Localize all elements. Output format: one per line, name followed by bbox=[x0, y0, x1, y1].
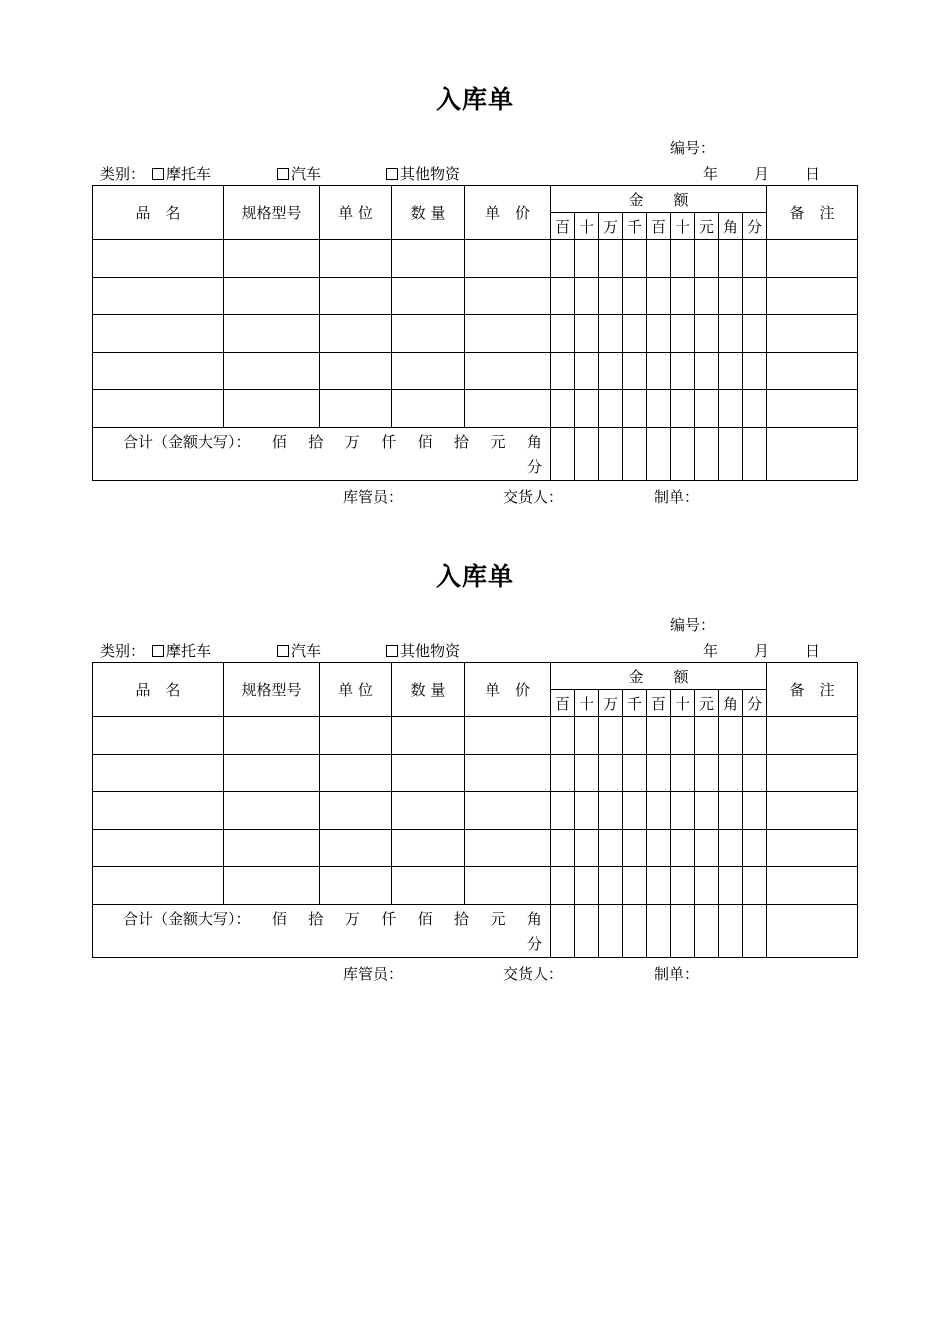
table-cell[interactable] bbox=[671, 867, 695, 905]
table-row bbox=[93, 315, 858, 353]
total-amount-cell[interactable] bbox=[575, 904, 599, 957]
total-label: 合计（金额大写）： bbox=[123, 432, 251, 451]
table-cell[interactable] bbox=[575, 792, 599, 830]
total-unit: 元 bbox=[490, 432, 506, 451]
header-remark: 备 注 bbox=[767, 663, 858, 717]
total-amount-cell[interactable] bbox=[551, 427, 575, 480]
table-cell[interactable] bbox=[623, 240, 647, 278]
table-cell[interactable] bbox=[224, 717, 320, 755]
table-cell[interactable] bbox=[392, 240, 465, 278]
table-row bbox=[93, 352, 858, 390]
table-cell[interactable] bbox=[599, 867, 623, 905]
table-cell[interactable] bbox=[93, 717, 224, 755]
header-digit: 百 bbox=[551, 690, 575, 717]
header-price: 单 价 bbox=[465, 186, 551, 240]
table-cell[interactable] bbox=[743, 792, 767, 830]
header-digit: 分 bbox=[743, 690, 767, 717]
checkbox-icon bbox=[277, 645, 289, 657]
header-digit: 元 bbox=[695, 213, 719, 240]
table-cell[interactable] bbox=[671, 792, 695, 830]
total-amount-cell[interactable] bbox=[623, 427, 647, 480]
total-amount-cell[interactable] bbox=[647, 427, 671, 480]
checkbox-icon bbox=[152, 168, 164, 180]
table-cell[interactable] bbox=[599, 717, 623, 755]
total-amount-cell[interactable] bbox=[551, 904, 575, 957]
header-price: 单 价 bbox=[465, 663, 551, 717]
table-cell[interactable] bbox=[719, 315, 743, 353]
table-cell[interactable] bbox=[719, 717, 743, 755]
table-cell[interactable] bbox=[695, 754, 719, 792]
table-cell[interactable] bbox=[719, 390, 743, 428]
form-title: 入库单 bbox=[435, 562, 514, 591]
table-cell[interactable] bbox=[695, 792, 719, 830]
date-month-label: 月 bbox=[754, 642, 770, 660]
table-cell[interactable] bbox=[695, 717, 719, 755]
table-cell[interactable] bbox=[224, 277, 320, 315]
table-cell[interactable] bbox=[695, 829, 719, 867]
total-amount-cell[interactable] bbox=[743, 904, 767, 957]
date-day-label: 日 bbox=[805, 165, 821, 183]
total-amount-cell[interactable] bbox=[695, 427, 719, 480]
header-digit: 万 bbox=[599, 690, 623, 717]
header-digit: 百 bbox=[647, 213, 671, 240]
checkbox-icon bbox=[277, 168, 289, 180]
table-cell[interactable] bbox=[599, 315, 623, 353]
table-cell[interactable] bbox=[93, 829, 224, 867]
total-amount-cell[interactable] bbox=[599, 904, 623, 957]
date-day-label: 日 bbox=[805, 642, 821, 660]
table-cell[interactable] bbox=[767, 277, 858, 315]
table-cell[interactable] bbox=[623, 352, 647, 390]
table-cell[interactable] bbox=[551, 754, 575, 792]
total-label: 合计（金额大写）： bbox=[123, 909, 251, 928]
total-amount-cell[interactable] bbox=[743, 427, 767, 480]
header-digit: 万 bbox=[599, 213, 623, 240]
table-cell[interactable] bbox=[551, 390, 575, 428]
table-cell[interactable] bbox=[647, 390, 671, 428]
table-cell[interactable] bbox=[93, 867, 224, 905]
table-cell[interactable] bbox=[767, 240, 858, 278]
table-cell[interactable] bbox=[743, 315, 767, 353]
table-cell[interactable] bbox=[647, 829, 671, 867]
total-cell bbox=[93, 904, 551, 957]
category-option-other[interactable]: 其他物资 bbox=[386, 163, 460, 184]
table-cell[interactable] bbox=[719, 352, 743, 390]
header-name: 品 名 bbox=[93, 186, 224, 240]
table-cell[interactable] bbox=[743, 277, 767, 315]
category-option-motorcycle[interactable]: 摩托车 bbox=[152, 163, 211, 184]
table-cell[interactable] bbox=[719, 792, 743, 830]
table-cell[interactable] bbox=[647, 352, 671, 390]
table-cell[interactable] bbox=[767, 717, 858, 755]
header-digit: 十 bbox=[575, 690, 599, 717]
total-row bbox=[93, 904, 858, 957]
table-cell[interactable] bbox=[392, 390, 465, 428]
table-cell[interactable] bbox=[599, 277, 623, 315]
table-cell[interactable] bbox=[743, 390, 767, 428]
category-option-car[interactable]: 汽车 bbox=[277, 640, 321, 661]
total-row bbox=[93, 427, 858, 480]
table-cell[interactable] bbox=[647, 867, 671, 905]
total-unit: 拾 bbox=[454, 432, 470, 451]
table-row bbox=[93, 717, 858, 755]
table-cell[interactable] bbox=[719, 829, 743, 867]
table-cell[interactable] bbox=[465, 717, 551, 755]
total-last-unit: 分 bbox=[526, 934, 542, 953]
table-cell[interactable] bbox=[743, 754, 767, 792]
total-unit: 万 bbox=[344, 909, 360, 928]
table-cell[interactable] bbox=[465, 352, 551, 390]
table-cell[interactable] bbox=[743, 829, 767, 867]
table-cell[interactable] bbox=[767, 352, 858, 390]
table-cell[interactable] bbox=[719, 240, 743, 278]
table-cell[interactable] bbox=[767, 390, 858, 428]
table-cell[interactable] bbox=[575, 717, 599, 755]
table-cell[interactable] bbox=[695, 277, 719, 315]
total-unit: 佰 bbox=[417, 432, 433, 451]
total-unit: 拾 bbox=[454, 909, 470, 928]
table-cell[interactable] bbox=[93, 754, 224, 792]
table-cell[interactable] bbox=[465, 315, 551, 353]
table-cell[interactable] bbox=[719, 277, 743, 315]
table-cell[interactable] bbox=[465, 867, 551, 905]
table-cell[interactable] bbox=[575, 867, 599, 905]
table-cell[interactable] bbox=[465, 240, 551, 278]
total-cell bbox=[93, 427, 551, 480]
table-cell[interactable] bbox=[647, 240, 671, 278]
table-cell[interactable] bbox=[93, 352, 224, 390]
date-month-label: 月 bbox=[754, 165, 770, 183]
table-cell[interactable] bbox=[392, 792, 465, 830]
checkbox-icon bbox=[386, 168, 398, 180]
table-cell[interactable] bbox=[320, 792, 392, 830]
table-cell[interactable] bbox=[671, 315, 695, 353]
table-cell[interactable] bbox=[623, 754, 647, 792]
table-cell[interactable] bbox=[671, 717, 695, 755]
table-cell[interactable] bbox=[392, 829, 465, 867]
table-cell[interactable] bbox=[695, 315, 719, 353]
header-qty: 数 量 bbox=[392, 663, 465, 717]
total-amount-cell[interactable] bbox=[719, 427, 743, 480]
category-option-motorcycle[interactable]: 摩托车 bbox=[152, 640, 211, 661]
header-remark: 备 注 bbox=[767, 186, 858, 240]
table-row bbox=[93, 754, 858, 792]
table-row bbox=[93, 277, 858, 315]
date-year-label: 年 bbox=[703, 642, 719, 660]
checkbox-icon bbox=[386, 645, 398, 657]
total-amount-cell[interactable] bbox=[623, 904, 647, 957]
items-table bbox=[92, 662, 858, 958]
total-unit: 佰 bbox=[271, 432, 287, 451]
table-cell[interactable] bbox=[551, 240, 575, 278]
table-cell[interactable] bbox=[647, 315, 671, 353]
table-cell[interactable] bbox=[743, 352, 767, 390]
table-cell[interactable] bbox=[647, 754, 671, 792]
category-option-car[interactable]: 汽车 bbox=[277, 163, 321, 184]
table-cell[interactable] bbox=[647, 277, 671, 315]
total-unit: 拾 bbox=[308, 432, 324, 451]
header-digit: 元 bbox=[695, 690, 719, 717]
total-amount-cell[interactable] bbox=[767, 904, 858, 957]
table-cell[interactable] bbox=[224, 867, 320, 905]
table-cell[interactable] bbox=[93, 390, 224, 428]
table-cell[interactable] bbox=[465, 277, 551, 315]
total-amount-cell[interactable] bbox=[671, 427, 695, 480]
table-cell[interactable] bbox=[743, 240, 767, 278]
table-cell[interactable] bbox=[320, 867, 392, 905]
table-cell[interactable] bbox=[320, 717, 392, 755]
table-cell[interactable] bbox=[392, 717, 465, 755]
table-cell[interactable] bbox=[767, 867, 858, 905]
table-cell[interactable] bbox=[575, 754, 599, 792]
table-cell[interactable] bbox=[320, 277, 392, 315]
table-cell[interactable] bbox=[623, 829, 647, 867]
table-row bbox=[93, 240, 858, 278]
header-qty: 数 量 bbox=[392, 186, 465, 240]
table-cell[interactable] bbox=[671, 754, 695, 792]
table-cell[interactable] bbox=[551, 315, 575, 353]
table-cell[interactable] bbox=[719, 754, 743, 792]
total-amount-cell[interactable] bbox=[647, 904, 671, 957]
table-cell[interactable] bbox=[551, 792, 575, 830]
table-cell[interactable] bbox=[93, 792, 224, 830]
total-amount-cell[interactable] bbox=[719, 904, 743, 957]
header-unit: 单 位 bbox=[320, 186, 392, 240]
table-cell[interactable] bbox=[320, 829, 392, 867]
table-cell[interactable] bbox=[465, 390, 551, 428]
table-cell[interactable] bbox=[392, 277, 465, 315]
table-cell[interactable] bbox=[392, 315, 465, 353]
total-amount-cell[interactable] bbox=[671, 904, 695, 957]
table-cell[interactable] bbox=[224, 754, 320, 792]
table-cell[interactable] bbox=[575, 390, 599, 428]
table-row bbox=[93, 792, 858, 830]
table-cell[interactable] bbox=[465, 792, 551, 830]
table-cell[interactable] bbox=[320, 240, 392, 278]
table-cell[interactable] bbox=[599, 352, 623, 390]
table-cell[interactable] bbox=[392, 352, 465, 390]
table-cell[interactable] bbox=[647, 792, 671, 830]
category-label: 类别： bbox=[100, 165, 146, 183]
table-cell[interactable] bbox=[575, 240, 599, 278]
table-cell[interactable] bbox=[671, 277, 695, 315]
total-unit: 拾 bbox=[308, 909, 324, 928]
table-cell[interactable] bbox=[671, 390, 695, 428]
footer-keeper: 库管员： bbox=[343, 488, 404, 506]
form-title: 入库单 bbox=[435, 85, 514, 114]
table-cell[interactable] bbox=[224, 829, 320, 867]
table-cell[interactable] bbox=[224, 390, 320, 428]
total-unit: 佰 bbox=[417, 909, 433, 928]
table-row bbox=[93, 867, 858, 905]
table-cell[interactable] bbox=[767, 829, 858, 867]
table-cell[interactable] bbox=[647, 717, 671, 755]
total-unit: 万 bbox=[344, 432, 360, 451]
table-cell[interactable] bbox=[392, 867, 465, 905]
date-year-label: 年 bbox=[703, 165, 719, 183]
footer-keeper: 库管员： bbox=[343, 965, 404, 983]
table-cell[interactable] bbox=[224, 240, 320, 278]
total-unit: 角 bbox=[526, 432, 542, 451]
footer-maker: 制单： bbox=[654, 965, 700, 983]
header-spec: 规格型号 bbox=[224, 186, 320, 240]
checkbox-icon bbox=[152, 645, 164, 657]
code-label: 编号： bbox=[670, 616, 716, 634]
table-cell[interactable] bbox=[551, 829, 575, 867]
table-cell[interactable] bbox=[392, 754, 465, 792]
total-unit: 角 bbox=[526, 909, 542, 928]
header-digit: 十 bbox=[575, 213, 599, 240]
footer-deliverer: 交货人： bbox=[503, 488, 564, 506]
header-digit: 分 bbox=[743, 213, 767, 240]
table-cell[interactable] bbox=[767, 754, 858, 792]
table-cell[interactable] bbox=[623, 717, 647, 755]
table-cell[interactable] bbox=[743, 867, 767, 905]
header-amount: 金 额 bbox=[551, 663, 767, 690]
table-cell[interactable] bbox=[767, 792, 858, 830]
total-amount-cell[interactable] bbox=[695, 904, 719, 957]
table-cell[interactable] bbox=[575, 315, 599, 353]
header-name: 品 名 bbox=[93, 663, 224, 717]
footer-maker: 制单： bbox=[654, 488, 700, 506]
table-cell[interactable] bbox=[575, 352, 599, 390]
table-cell[interactable] bbox=[599, 792, 623, 830]
table-cell[interactable] bbox=[575, 277, 599, 315]
table-cell[interactable] bbox=[93, 240, 224, 278]
total-unit: 仟 bbox=[381, 909, 397, 928]
header-amount: 金 额 bbox=[551, 186, 767, 213]
footer-deliverer: 交货人： bbox=[503, 965, 564, 983]
header-unit: 单 位 bbox=[320, 663, 392, 717]
header-digit: 百 bbox=[647, 690, 671, 717]
table-cell[interactable] bbox=[599, 754, 623, 792]
header-digit: 千 bbox=[623, 213, 647, 240]
items-table bbox=[92, 185, 858, 481]
table-cell[interactable] bbox=[671, 240, 695, 278]
table-cell[interactable] bbox=[575, 829, 599, 867]
table-cell[interactable] bbox=[320, 352, 392, 390]
total-last-unit: 分 bbox=[526, 457, 542, 476]
table-cell[interactable] bbox=[623, 867, 647, 905]
total-amount-cell[interactable] bbox=[575, 427, 599, 480]
table-cell[interactable] bbox=[623, 315, 647, 353]
table-cell[interactable] bbox=[224, 352, 320, 390]
table-cell[interactable] bbox=[320, 315, 392, 353]
header-digit: 十 bbox=[671, 213, 695, 240]
table-cell[interactable] bbox=[465, 829, 551, 867]
table-row bbox=[93, 390, 858, 428]
table-cell[interactable] bbox=[671, 829, 695, 867]
header-digit: 角 bbox=[719, 213, 743, 240]
table-cell[interactable] bbox=[623, 277, 647, 315]
table-cell[interactable] bbox=[623, 390, 647, 428]
table-cell[interactable] bbox=[93, 315, 224, 353]
code-label: 编号： bbox=[670, 139, 716, 157]
table-cell[interactable] bbox=[599, 390, 623, 428]
header-digit: 百 bbox=[551, 213, 575, 240]
total-amount-cell[interactable] bbox=[767, 427, 858, 480]
table-cell[interactable] bbox=[224, 792, 320, 830]
table-cell[interactable] bbox=[719, 867, 743, 905]
table-cell[interactable] bbox=[695, 867, 719, 905]
total-unit: 佰 bbox=[271, 909, 287, 928]
table-cell[interactable] bbox=[599, 829, 623, 867]
total-unit: 仟 bbox=[381, 432, 397, 451]
category-label: 类别： bbox=[100, 642, 146, 660]
category-option-other[interactable]: 其他物资 bbox=[386, 640, 460, 661]
total-unit: 元 bbox=[490, 909, 506, 928]
header-digit: 千 bbox=[623, 690, 647, 717]
table-cell[interactable] bbox=[551, 717, 575, 755]
table-cell[interactable] bbox=[743, 717, 767, 755]
table-cell[interactable] bbox=[551, 867, 575, 905]
table-cell[interactable] bbox=[551, 277, 575, 315]
table-cell[interactable] bbox=[320, 390, 392, 428]
table-cell[interactable] bbox=[695, 352, 719, 390]
header-digit: 角 bbox=[719, 690, 743, 717]
table-row bbox=[93, 829, 858, 867]
header-digit: 十 bbox=[671, 690, 695, 717]
table-cell[interactable] bbox=[224, 315, 320, 353]
total-amount-cell[interactable] bbox=[599, 427, 623, 480]
header-spec: 规格型号 bbox=[224, 663, 320, 717]
table-cell[interactable] bbox=[320, 754, 392, 792]
table-cell[interactable] bbox=[623, 792, 647, 830]
table-cell[interactable] bbox=[767, 315, 858, 353]
table-cell[interactable] bbox=[671, 352, 695, 390]
table-cell[interactable] bbox=[599, 240, 623, 278]
table-cell[interactable] bbox=[465, 754, 551, 792]
table-cell[interactable] bbox=[93, 277, 224, 315]
table-cell[interactable] bbox=[551, 352, 575, 390]
table-cell[interactable] bbox=[695, 390, 719, 428]
table-cell[interactable] bbox=[695, 240, 719, 278]
